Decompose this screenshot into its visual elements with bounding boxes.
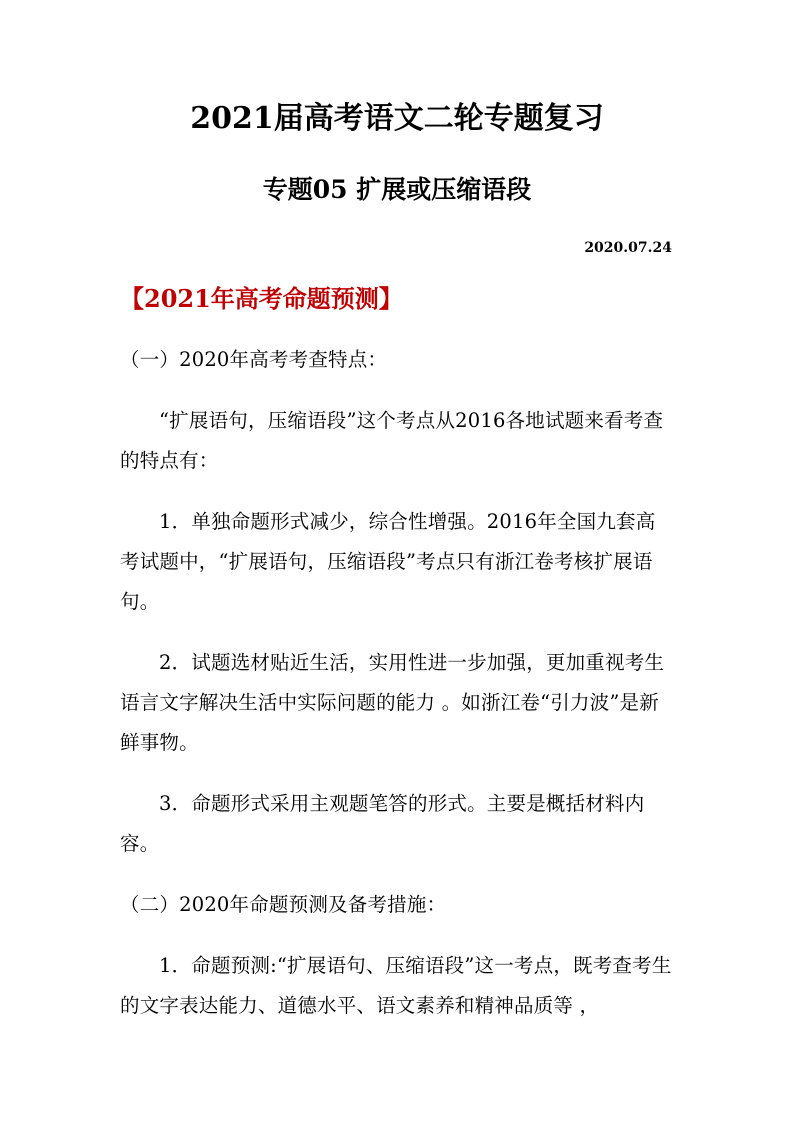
paragraph-heading-2: （二）2020年命题预测及备考措施： [120,893,447,916]
paragraph-heading-1: （一）2020年高考考查特点： [120,348,388,371]
paragraph: 3．命题形式采用主观题笔答的形式。主要是概括材料内容。 [120,792,645,855]
paragraph: 1．单独命题形式减少，综合性增强。2016年全国九套高考试题中，“扩展语句，压缩语段”考点只有浙江卷考核扩展语句。 [120,510,656,613]
document-subtitle: 专题05 扩展或压缩语段 [262,175,532,204]
paragraph: 1．命题预测:“扩展语句、压缩语段”这一考点，既考查考生的文字表达能力、道德水平、语文素养和精神品质等 ， [120,954,672,1017]
paragraph: “扩展语句，压缩语段”这个考点从2016各地试题来看考查的特点有： [120,409,664,472]
paragraph: 2．试题选材贴近生活，实用性进一步加强，更加重视考生语言文字解决生活中实际问题的能力 。如浙江卷“引力波”是新鲜事物。 [120,651,665,754]
document-date: 2020.07.24 [584,240,672,256]
section-header: 【2021年高考命题预测】 [120,284,403,313]
document-body [120,340,674,1047]
document-title: 2021届高考语文二轮专题复习 [190,101,604,136]
